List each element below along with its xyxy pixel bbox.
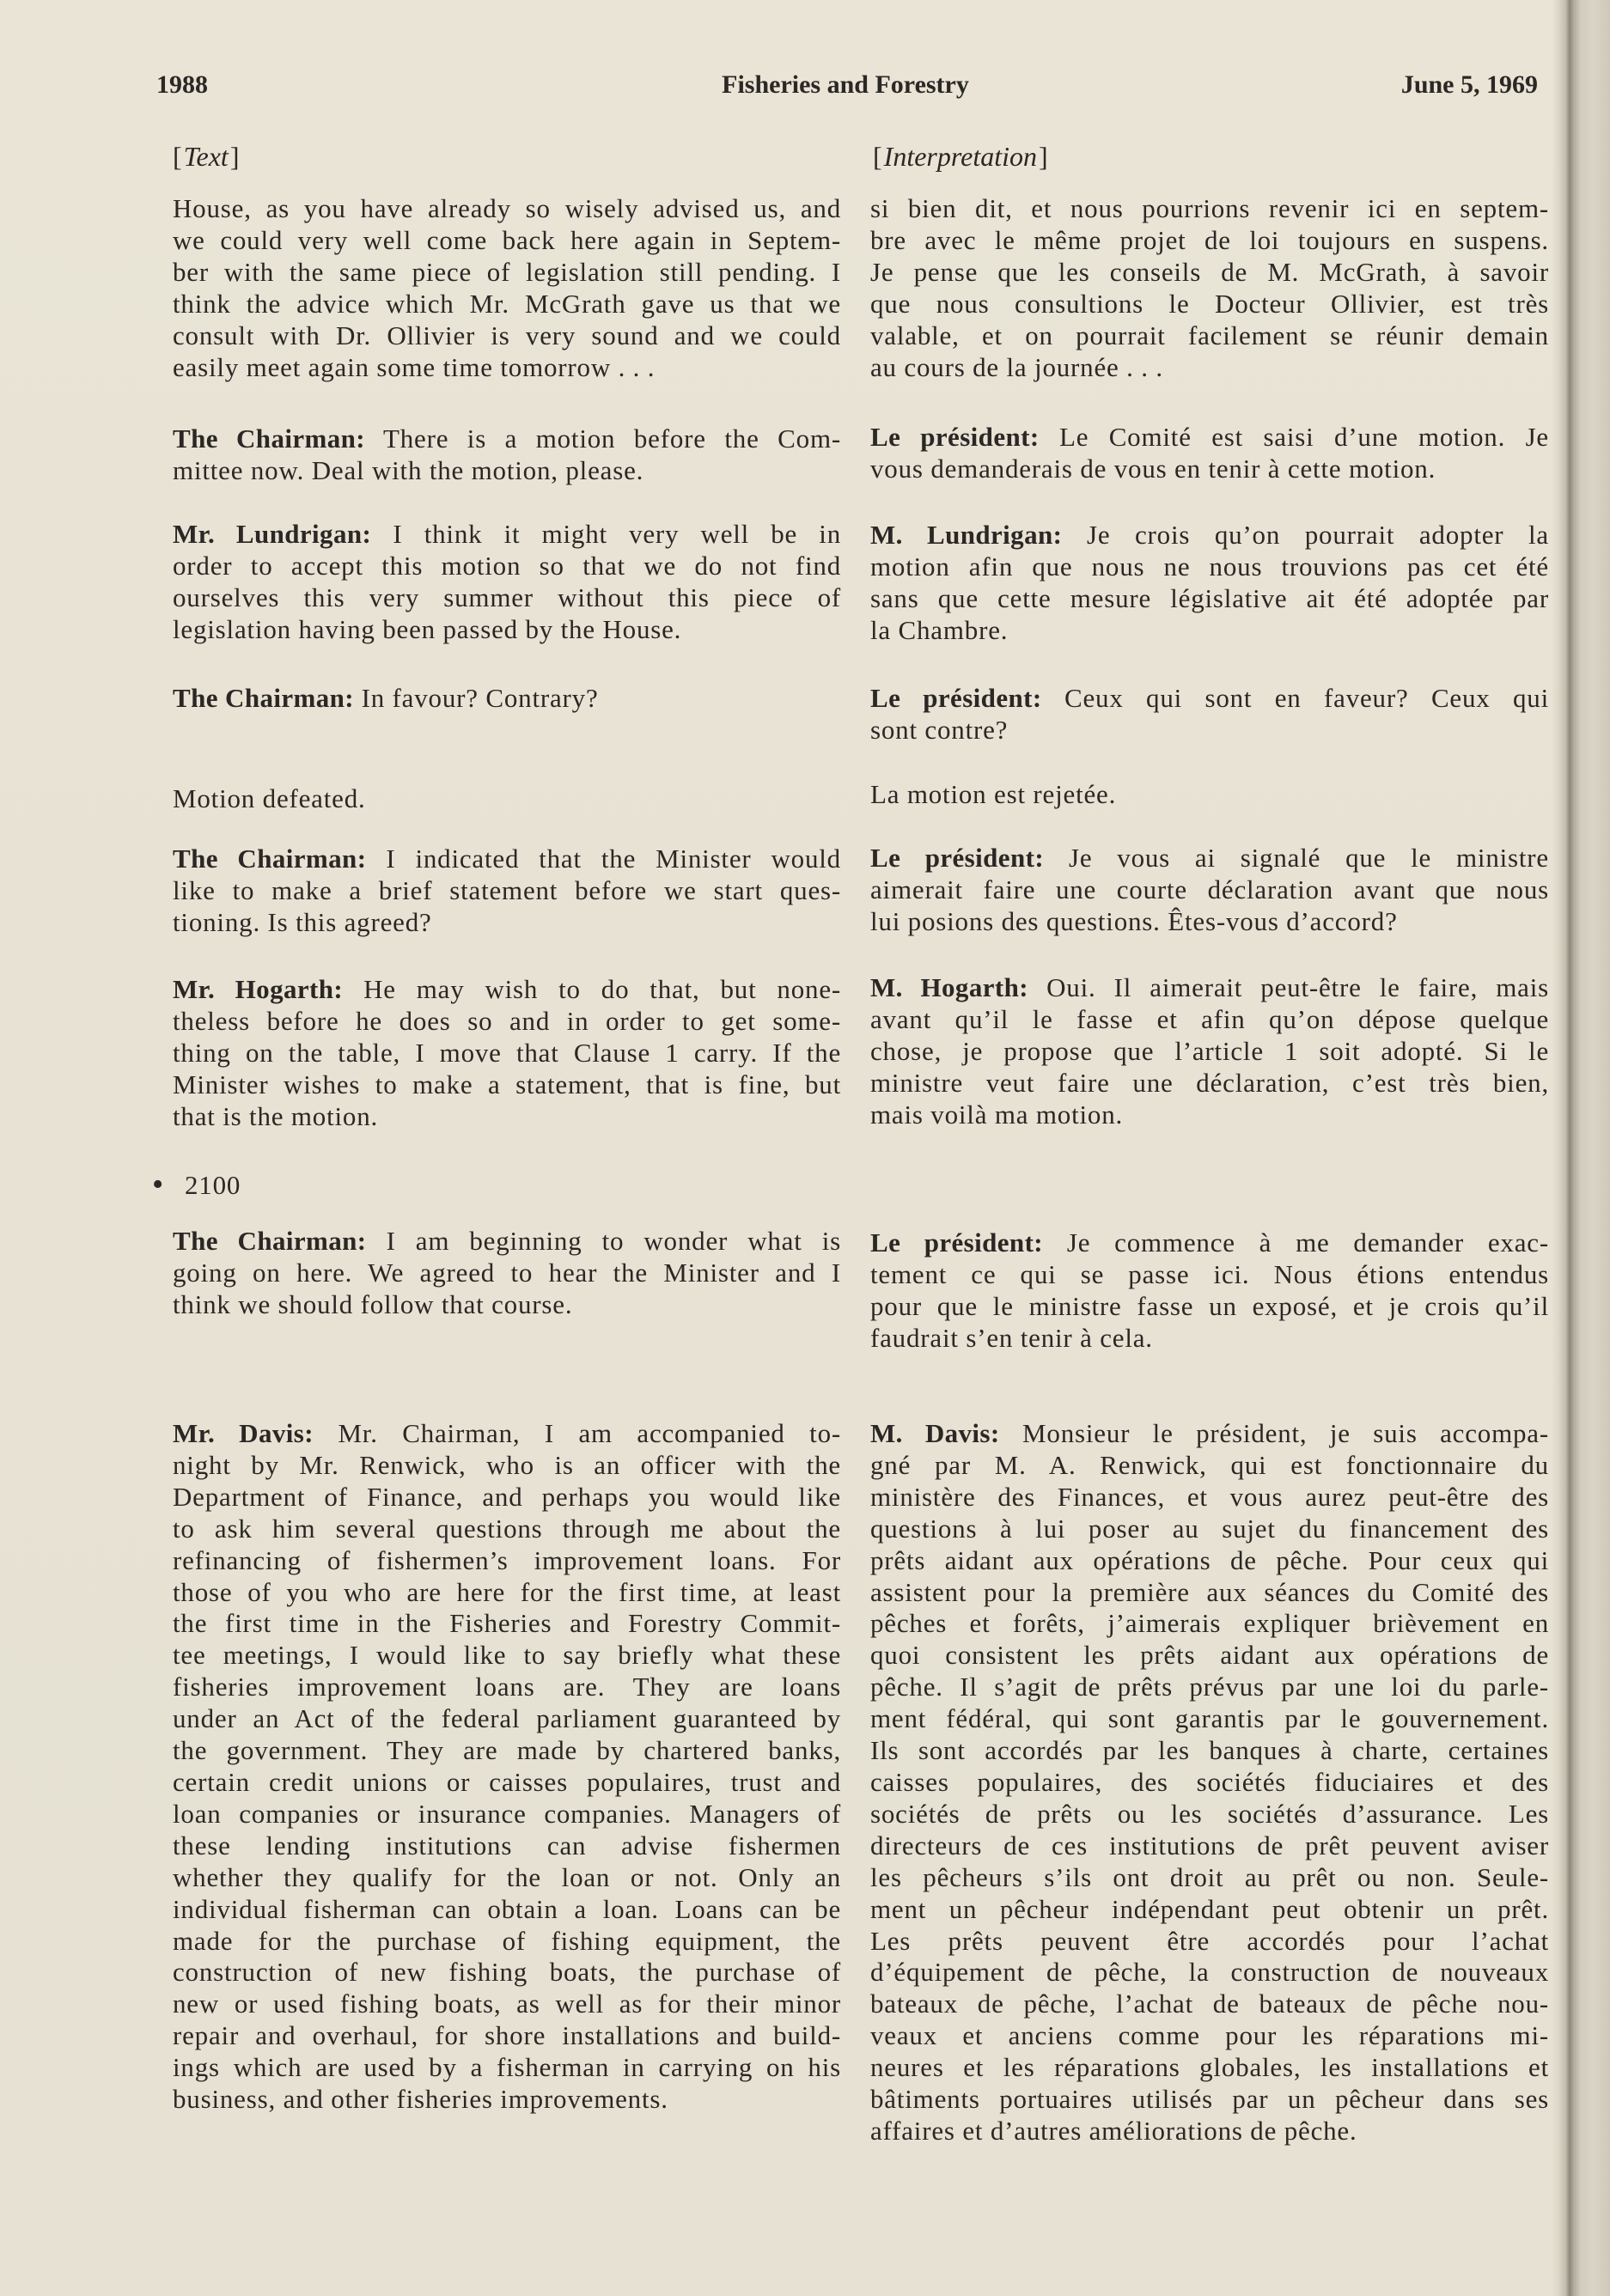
line-text: Je commence à me demander exac- bbox=[1066, 1227, 1549, 1258]
text-line: bateaux de pêche, l’achat de bateaux de pêche nou- bbox=[870, 1988, 1549, 2019]
text-line: assistent pour la première aux séances du Comité des bbox=[870, 1576, 1549, 1607]
text-line: bâtiments portuaires utilisés par un pêcheur dans ses bbox=[870, 2084, 1549, 2115]
text-line: les pêcheurs s’ils ont droit au prêt ou non. Seule- bbox=[870, 1861, 1549, 1892]
text-line bbox=[870, 520, 1549, 551]
text-line: Je pense que les conseils de M. McGrath, à savoir bbox=[870, 256, 1549, 287]
text-line: prêts aidant aux opérations de pêche. Pour ceux qui bbox=[870, 1544, 1549, 1575]
speaker-name: M. Lundrigan: bbox=[870, 520, 1063, 550]
speaker-name: Mr. Lundrigan: bbox=[173, 519, 372, 549]
text-line: Les prêts peuvent être accordés pour l’achat bbox=[870, 1925, 1549, 1956]
text-line: ourselves this very summer without this piece of bbox=[173, 582, 841, 612]
text-line bbox=[173, 423, 841, 455]
speaker-name: Le président: bbox=[870, 1227, 1044, 1258]
text-line: those of you who are here for the first time, at least bbox=[173, 1576, 841, 1607]
text-line: theless before he does so and in order to get some- bbox=[173, 1005, 841, 1036]
line-text: Oui. Il aimerait peut-être le faire, mais bbox=[1046, 972, 1549, 1002]
text-line: think the advice which Mr. McGrath gave us that we bbox=[173, 288, 841, 319]
text-line: sans que cette mesure législative ait été adoptée par bbox=[870, 582, 1549, 613]
speech-paragraph bbox=[173, 423, 841, 487]
running-title: Fisheries and Forestry bbox=[722, 70, 969, 99]
column-heading-interpretation bbox=[873, 140, 1048, 173]
speech-paragraph bbox=[870, 193, 1549, 383]
text-line: ings which are used by a fisherman in carrying on his bbox=[173, 2052, 841, 2083]
speech-paragraph bbox=[870, 779, 1549, 811]
text-line: certain credit unions or caisses populaires, trust and bbox=[173, 1766, 841, 1797]
sitting-date: June 5, 1969 bbox=[1400, 70, 1538, 99]
text-line: questions à lui poser au sujet du financement des bbox=[870, 1513, 1549, 1544]
text-line: whether they qualify for the loan or not. Only an bbox=[173, 1861, 841, 1892]
text-line: chose, je propose que l’article 1 soit adopté. Si le bbox=[870, 1035, 1549, 1066]
text-line: the government. They are made by chartered banks, bbox=[173, 1735, 841, 1766]
text-line: easily meet again some time tomorrow . . . bbox=[173, 351, 656, 382]
text-line bbox=[870, 1418, 1549, 1450]
text-line bbox=[870, 683, 1549, 715]
text-line: ministère des Finances, et vous aurez peut-être des bbox=[870, 1481, 1549, 1512]
text-line: bre avec le même projet de loi toujours en suspens. bbox=[870, 224, 1549, 255]
text-line bbox=[173, 683, 841, 715]
bracket-open: [ bbox=[173, 141, 182, 172]
text-line: new or used fishing boats, as well as for their minor bbox=[173, 1988, 841, 2019]
text-line: avant qu’il le fasse et afin qu’on dépose quelque bbox=[870, 1003, 1549, 1034]
text-line: repair and overhaul, for shore installations and build- bbox=[173, 2020, 841, 2051]
text-line: pêches et forêts, j’aimerais expliquer brièvement en bbox=[870, 1608, 1549, 1639]
text-line: construction of new fishing boats, the purchase of bbox=[173, 1957, 841, 1988]
text-line bbox=[173, 1226, 841, 1258]
speech-paragraph bbox=[870, 1418, 1549, 2147]
text-line: sont contre? bbox=[870, 714, 1009, 745]
text-line: pêche. Il s’agit de prêts prévus par une loi du parle- bbox=[870, 1672, 1549, 1702]
speech-paragraph bbox=[173, 519, 841, 646]
text-line: mais voilà ma motion. bbox=[870, 1099, 1124, 1130]
text-line: tioning. Is this agreed? bbox=[173, 906, 432, 937]
text-line: mittee now. Deal with the motion, please. bbox=[173, 454, 644, 485]
text-line: House, as you have already so wisely advised us, and bbox=[173, 193, 841, 223]
line-text: Ceux qui sont en faveur? Ceux qui bbox=[1064, 683, 1550, 713]
text-line: vous demanderais de vous en tenir à cette motion. bbox=[870, 453, 1436, 484]
text-line: that is the motion. bbox=[173, 1100, 379, 1131]
bracket-close: ] bbox=[1039, 141, 1048, 172]
text-line: the first time in the Fisheries and Forestry Commit- bbox=[173, 1608, 841, 1639]
text-line: au cours de la journée . . . bbox=[870, 351, 1163, 382]
bracket-open: [ bbox=[873, 141, 882, 172]
page-binding-shadow bbox=[1552, 0, 1610, 2296]
bracket-close: ] bbox=[229, 141, 240, 172]
text-line: ment fédéral, qui sont garantis par le gouvernement. bbox=[870, 1703, 1549, 1734]
speech-paragraph bbox=[173, 843, 841, 939]
speech-paragraph bbox=[870, 1227, 1549, 1355]
text-line: individual fisherman can obtain a loan. Loans can be bbox=[173, 1893, 841, 1924]
text-line: Minister wishes to make a statement, that is fine, but bbox=[173, 1069, 841, 1099]
speech-paragraph bbox=[173, 974, 841, 1133]
line-text: Mr. Chairman, I am accompanied to- bbox=[338, 1418, 841, 1448]
text-line: loan companies or insurance companies. Managers of bbox=[173, 1798, 841, 1829]
text-line: like to make a brief statement before we start ques- bbox=[173, 874, 841, 905]
text-line: night by Mr. Renwick, who is an officer with the bbox=[173, 1449, 841, 1480]
text-line: under an Act of the federal parliament guaranteed by bbox=[173, 1703, 841, 1734]
speech-paragraph bbox=[173, 1226, 841, 1321]
speaker-name: The Chairman: bbox=[173, 423, 365, 454]
text-line: to ask him several questions through me about the bbox=[173, 1513, 841, 1544]
text-line: Ils sont accordés par les banques à charte, certaines bbox=[870, 1735, 1549, 1766]
speech-paragraph bbox=[870, 683, 1549, 746]
line-text: I think it might very well be in bbox=[393, 519, 841, 549]
speech-paragraph bbox=[870, 972, 1549, 1131]
speaker-name: Mr. Hogarth: bbox=[173, 974, 344, 1004]
text-line: Department of Finance, and perhaps you would like bbox=[173, 1481, 841, 1512]
line-text: I am beginning to wonder what is bbox=[386, 1226, 841, 1256]
text-line: lui posions des questions. Êtes-vous d’accord? bbox=[870, 905, 1398, 936]
text-line bbox=[173, 519, 841, 551]
text-line: tee meetings, I would like to say briefly what these bbox=[173, 1640, 841, 1671]
text-line bbox=[870, 843, 1549, 874]
text-line bbox=[173, 843, 841, 875]
heading-label: Interpretation bbox=[883, 141, 1037, 172]
speaker-name: Le président: bbox=[870, 422, 1040, 452]
text-line bbox=[173, 1418, 841, 1450]
time-marker: 2100 bbox=[185, 1170, 241, 1200]
line-text: Monsieur le président, je suis accompa- bbox=[1022, 1418, 1549, 1448]
speaker-name: Le président: bbox=[870, 843, 1045, 873]
speaker-name: M. Davis: bbox=[870, 1418, 1000, 1448]
text-line: ber with the same piece of legislation still pending. I bbox=[173, 256, 841, 287]
text-line: Motion defeated. bbox=[173, 783, 366, 813]
text-line: valable, et on pourrait facilement se réunir demain bbox=[870, 320, 1549, 350]
text-line: La motion est rejetée. bbox=[870, 779, 1117, 809]
speaker-name: The Chairman: bbox=[173, 843, 367, 874]
text-line bbox=[870, 1227, 1549, 1259]
speech-paragraph bbox=[870, 422, 1549, 485]
speech-paragraph bbox=[870, 843, 1549, 938]
text-line: si bien dit, et nous pourrions revenir ici en septem- bbox=[870, 193, 1549, 223]
text-line: d’équipement de pêche, la construction de nouveaux bbox=[870, 1957, 1549, 1988]
time-marker-bullet: • bbox=[152, 1166, 164, 1203]
text-line: neures et les réparations globales, les installations et bbox=[870, 2052, 1549, 2083]
speaker-name: M. Hogarth: bbox=[870, 972, 1028, 1002]
text-line: affaires et d’autres améliorations de pêche. bbox=[870, 2115, 1357, 2146]
column-heading-text bbox=[173, 140, 239, 173]
line-text: Je crois qu’on pourrait adopter la bbox=[1086, 520, 1549, 550]
line-text: I indicated that the Minister would bbox=[386, 843, 841, 874]
heading-label: Text bbox=[183, 141, 229, 172]
text-line bbox=[870, 422, 1549, 454]
text-line: pour que le ministre fasse un exposé, et je crois qu’il bbox=[870, 1290, 1549, 1321]
speech-paragraph bbox=[870, 520, 1549, 647]
speaker-name: Mr. Davis: bbox=[173, 1418, 314, 1448]
text-line: consult with Dr. Ollivier is very sound and we could bbox=[173, 320, 841, 350]
line-text: Le Comité est saisi d’une motion. Je bbox=[1059, 422, 1549, 452]
speaker-name: Le président: bbox=[870, 683, 1042, 713]
text-line: tement ce qui se passe ici. Nous étions entendus bbox=[870, 1258, 1549, 1289]
text-line: ministre veut faire une déclaration, c’est très bien, bbox=[870, 1067, 1549, 1098]
text-line: these lending institutions can advise fishermen bbox=[173, 1830, 841, 1861]
text-line: business, and other fisheries improvements. bbox=[173, 2084, 668, 2115]
speech-paragraph bbox=[173, 1418, 841, 2116]
text-line: thing on the table, I move that Clause 1 carry. If the bbox=[173, 1037, 841, 1068]
speech-paragraph bbox=[173, 193, 841, 383]
text-line: directeurs de ces institutions de prêt peuvent aviser bbox=[870, 1830, 1549, 1861]
speaker-name: The Chairman: bbox=[173, 683, 355, 713]
text-line bbox=[173, 974, 841, 1006]
text-line: motion afin que nous ne nous trouvions pas cet été bbox=[870, 551, 1549, 582]
page-number: 1988 bbox=[156, 70, 208, 99]
text-line: que nous consultions le Docteur Ollivier, est très bbox=[870, 288, 1549, 319]
text-line: aimerait faire une courte déclaration avant que nous bbox=[870, 874, 1549, 904]
line-text: In favour? Contrary? bbox=[361, 683, 599, 713]
line-text: Je vous ai signalé que le ministre bbox=[1068, 843, 1549, 873]
text-line: ment un pêcheur indépendant peut obtenir un prêt. bbox=[870, 1893, 1549, 1924]
speech-paragraph bbox=[173, 783, 841, 815]
text-line: caisses populaires, des sociétés fiduciaires et des bbox=[870, 1766, 1549, 1797]
text-line: fisheries improvement loans are. They are loans bbox=[173, 1672, 841, 1702]
text-line: la Chambre. bbox=[870, 614, 1009, 645]
text-line: legislation having been passed by the House. bbox=[173, 613, 682, 644]
text-line: made for the purchase of fishing equipment, the bbox=[173, 1925, 841, 1956]
text-line: veaux et anciens comme pour les réparations mi- bbox=[870, 2020, 1549, 2051]
text-line: we could very well come back here again in Septem- bbox=[173, 224, 841, 255]
text-line: order to accept this motion so that we do not find bbox=[173, 550, 841, 581]
text-line: quoi consistent les prêts aidant aux opérations de bbox=[870, 1640, 1549, 1671]
text-line: sociétés de prêts ou les sociétés d’assurance. Les bbox=[870, 1798, 1549, 1829]
text-line: going on here. We agreed to hear the Minister and I bbox=[173, 1257, 841, 1288]
speaker-name: The Chairman: bbox=[173, 1226, 367, 1256]
speech-paragraph bbox=[173, 683, 841, 715]
line-text: There is a motion before the Com- bbox=[382, 423, 841, 454]
text-line: think we should follow that course. bbox=[173, 1288, 573, 1319]
line-text: He may wish to do that, but none- bbox=[363, 974, 841, 1004]
text-line: gné par M. A. Renwick, qui est fonctionnaire du bbox=[870, 1449, 1549, 1480]
text-line: refinancing of fishermen’s improvement loans. For bbox=[173, 1544, 841, 1575]
text-line bbox=[870, 972, 1549, 1004]
text-line: faudrait s’en tenir à cela. bbox=[870, 1322, 1153, 1353]
